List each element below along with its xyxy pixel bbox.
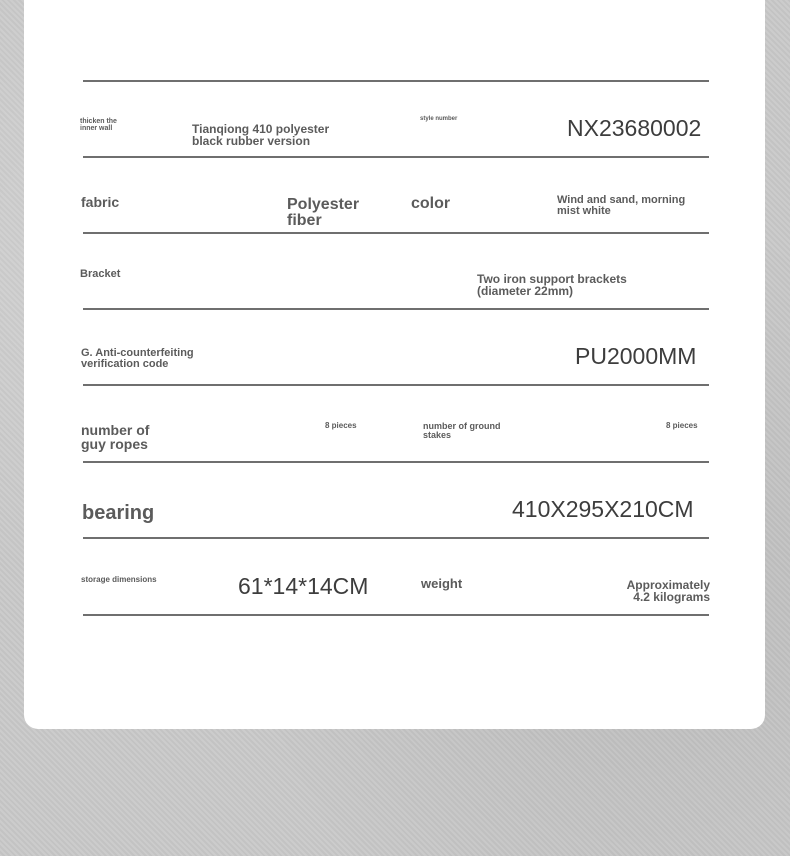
label-bearing: bearing bbox=[82, 502, 155, 524]
label-anti-counterfeiting: G. Anti-counterfeiting verification code bbox=[81, 347, 194, 370]
label-fabric: fabric bbox=[81, 194, 120, 210]
value-style-number: NX23680002 bbox=[567, 115, 702, 141]
divider-top bbox=[83, 80, 709, 82]
label-guy-ropes: number of guy ropes bbox=[81, 422, 150, 452]
value-thicken-inner-wall: Tianqiong 410 polyester black rubber version bbox=[192, 122, 330, 148]
label-bracket: Bracket bbox=[80, 268, 121, 280]
value-bearing: 410X295X210CM bbox=[512, 496, 694, 522]
value-color: Wind and sand, morning mist white bbox=[557, 194, 686, 217]
label-color: color bbox=[411, 195, 451, 212]
divider-row-4 bbox=[83, 384, 709, 386]
label-thicken-inner-wall: thicken the inner wall bbox=[80, 118, 117, 132]
value-ground-stakes: 8 pieces bbox=[666, 421, 698, 430]
label-ground-stakes: number of ground stakes bbox=[423, 421, 501, 440]
value-anti-counterfeiting: PU2000MM bbox=[575, 343, 697, 369]
divider-row-1 bbox=[83, 156, 709, 158]
divider-row-3 bbox=[83, 308, 709, 310]
label-style-number: style number bbox=[420, 116, 458, 122]
label-weight: weight bbox=[421, 576, 463, 591]
divider-row-7 bbox=[83, 614, 709, 616]
value-guy-ropes: 8 pieces bbox=[325, 421, 357, 430]
divider-row-5 bbox=[83, 461, 709, 463]
value-weight: Approximately 4.2 kilograms bbox=[626, 578, 710, 604]
label-storage-dimensions: storage dimensions bbox=[81, 575, 157, 584]
divider-row-2 bbox=[83, 232, 709, 234]
divider-row-6 bbox=[83, 537, 709, 539]
value-bracket: Two iron support brackets (diameter 22mm) bbox=[477, 272, 627, 298]
value-fabric: Polyester fiber bbox=[287, 196, 360, 229]
value-storage-dimensions: 61*14*14CM bbox=[238, 573, 369, 599]
